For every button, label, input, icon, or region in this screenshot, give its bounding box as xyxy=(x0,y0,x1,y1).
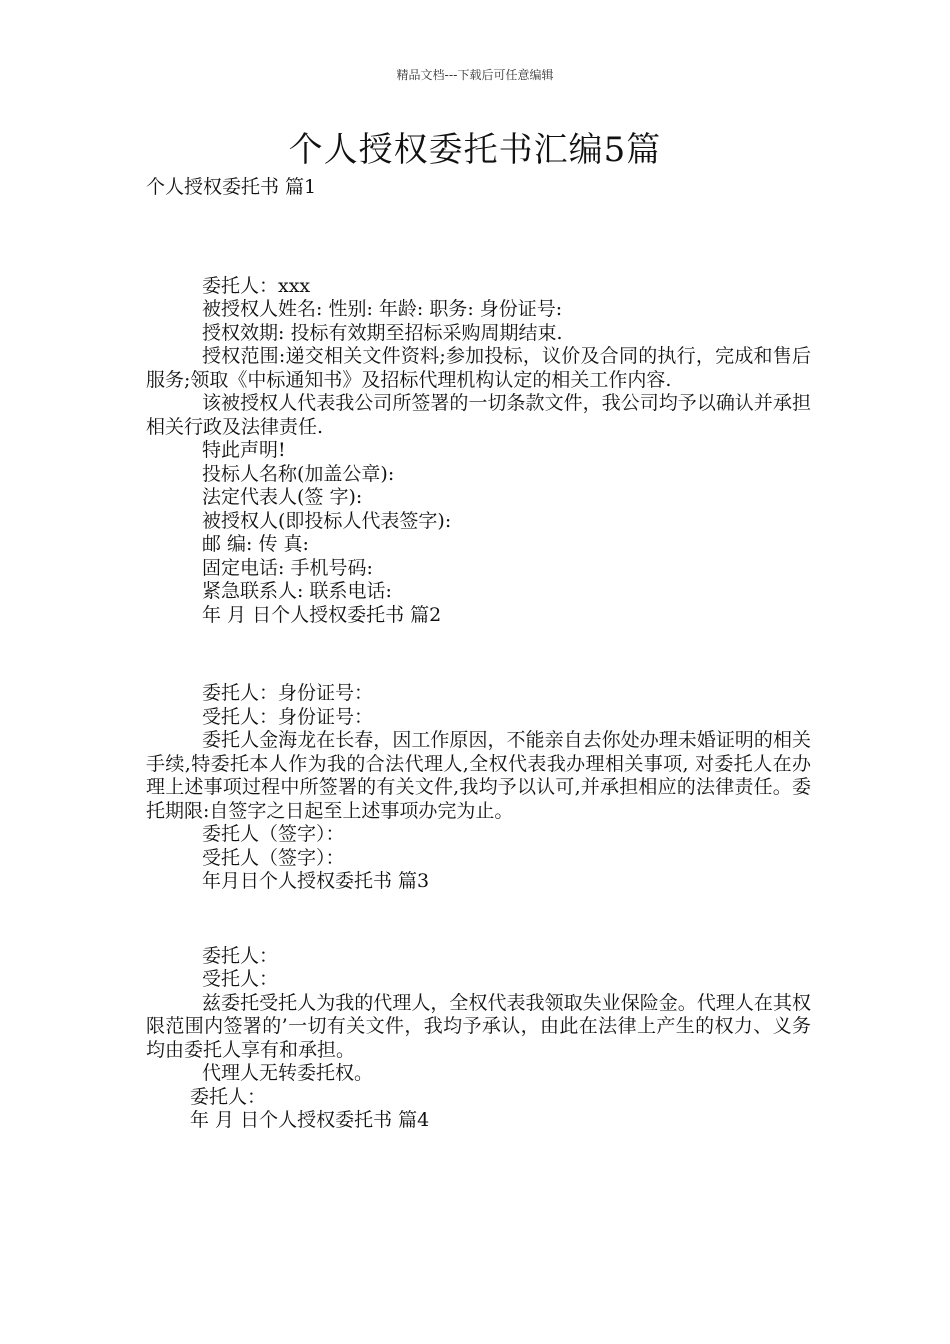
blank-space xyxy=(146,894,811,941)
paragraph: 固定电话: 手机号码: xyxy=(202,556,373,579)
paragraph: 授权范围:递交相关文件资料;参加投标，议价及合同的执行，完成和售后服务;领取《中标通知书》及招标代理机构认定的相关工作内容. xyxy=(146,345,811,391)
paragraph: 委托人：身份证号： xyxy=(202,682,374,704)
paragraph: 受托人：身份证号： xyxy=(202,705,374,728)
paragraph: 委托人：xxx xyxy=(202,274,311,297)
paragraph: 该被授权人代表我公司所签署的一切条款文件，我公司均予以确认并承担相关行政及法律责任. xyxy=(146,392,811,438)
document-body xyxy=(146,176,811,1133)
paragraph: 受托人（签字）： xyxy=(202,846,345,869)
page-header: 精品文档---下载后可任意编辑 xyxy=(396,68,554,82)
document-title: 个人授权委托书汇编5篇 xyxy=(288,130,662,170)
blank-space xyxy=(146,200,811,247)
paragraph: 委托人： xyxy=(202,944,279,967)
section-heading-3: 年月日个人授权委托书 篇3 xyxy=(202,870,430,892)
blank-space xyxy=(146,627,811,674)
paragraph: 委托人（签字）： xyxy=(202,823,345,845)
paragraph: 委托人金海龙在长春，因工作原因，不能亲自去你处办理未婚证明的相关手续,特委托本人作为我的合法代理人,全权代表我办理相关事项, 对委托人在办理上述事项过程中所签署的有关文件,我均予以认可,并承担相应的法律责任。委托期限:自签字之日起至上述事项办完为止。 xyxy=(146,729,811,822)
paragraph: 紧急联系人: 联系电话: xyxy=(202,580,392,602)
section-heading-1: 个人授权委托书 篇1 xyxy=(146,176,317,198)
paragraph: 受托人： xyxy=(202,968,279,990)
paragraph: 法定代表人(签 字): xyxy=(202,486,363,508)
paragraph: 兹委托受托人为我的代理人，全权代表我领取失业保险金。代理人在其权限范围内签署的’一切有关文件，我均予承认，由此在法律上产生的权力、义务均由委托人享有和承担。 xyxy=(146,991,811,1061)
paragraph: 被授权人(即投标人代表签字): xyxy=(202,509,452,532)
paragraph: 投标人名称(加盖公章): xyxy=(202,462,395,485)
paragraph: 授权效期: 投标有效期至招标采购周期结束. xyxy=(202,321,563,344)
paragraph: 被授权人姓名: 性别: 年龄: 职务: 身份证号: xyxy=(202,298,563,320)
paragraph: 代理人无转委托权。 xyxy=(202,1062,374,1084)
paragraph: 特此声明! xyxy=(202,439,286,461)
paragraph: 委托人： xyxy=(190,1085,267,1108)
section-heading-2: 年 月 日个人授权委托书 篇2 xyxy=(202,603,442,626)
section-heading-4: 年 月 日个人授权委托书 篇4 xyxy=(190,1109,430,1131)
paragraph: 邮 编: 传 真: xyxy=(202,533,309,555)
